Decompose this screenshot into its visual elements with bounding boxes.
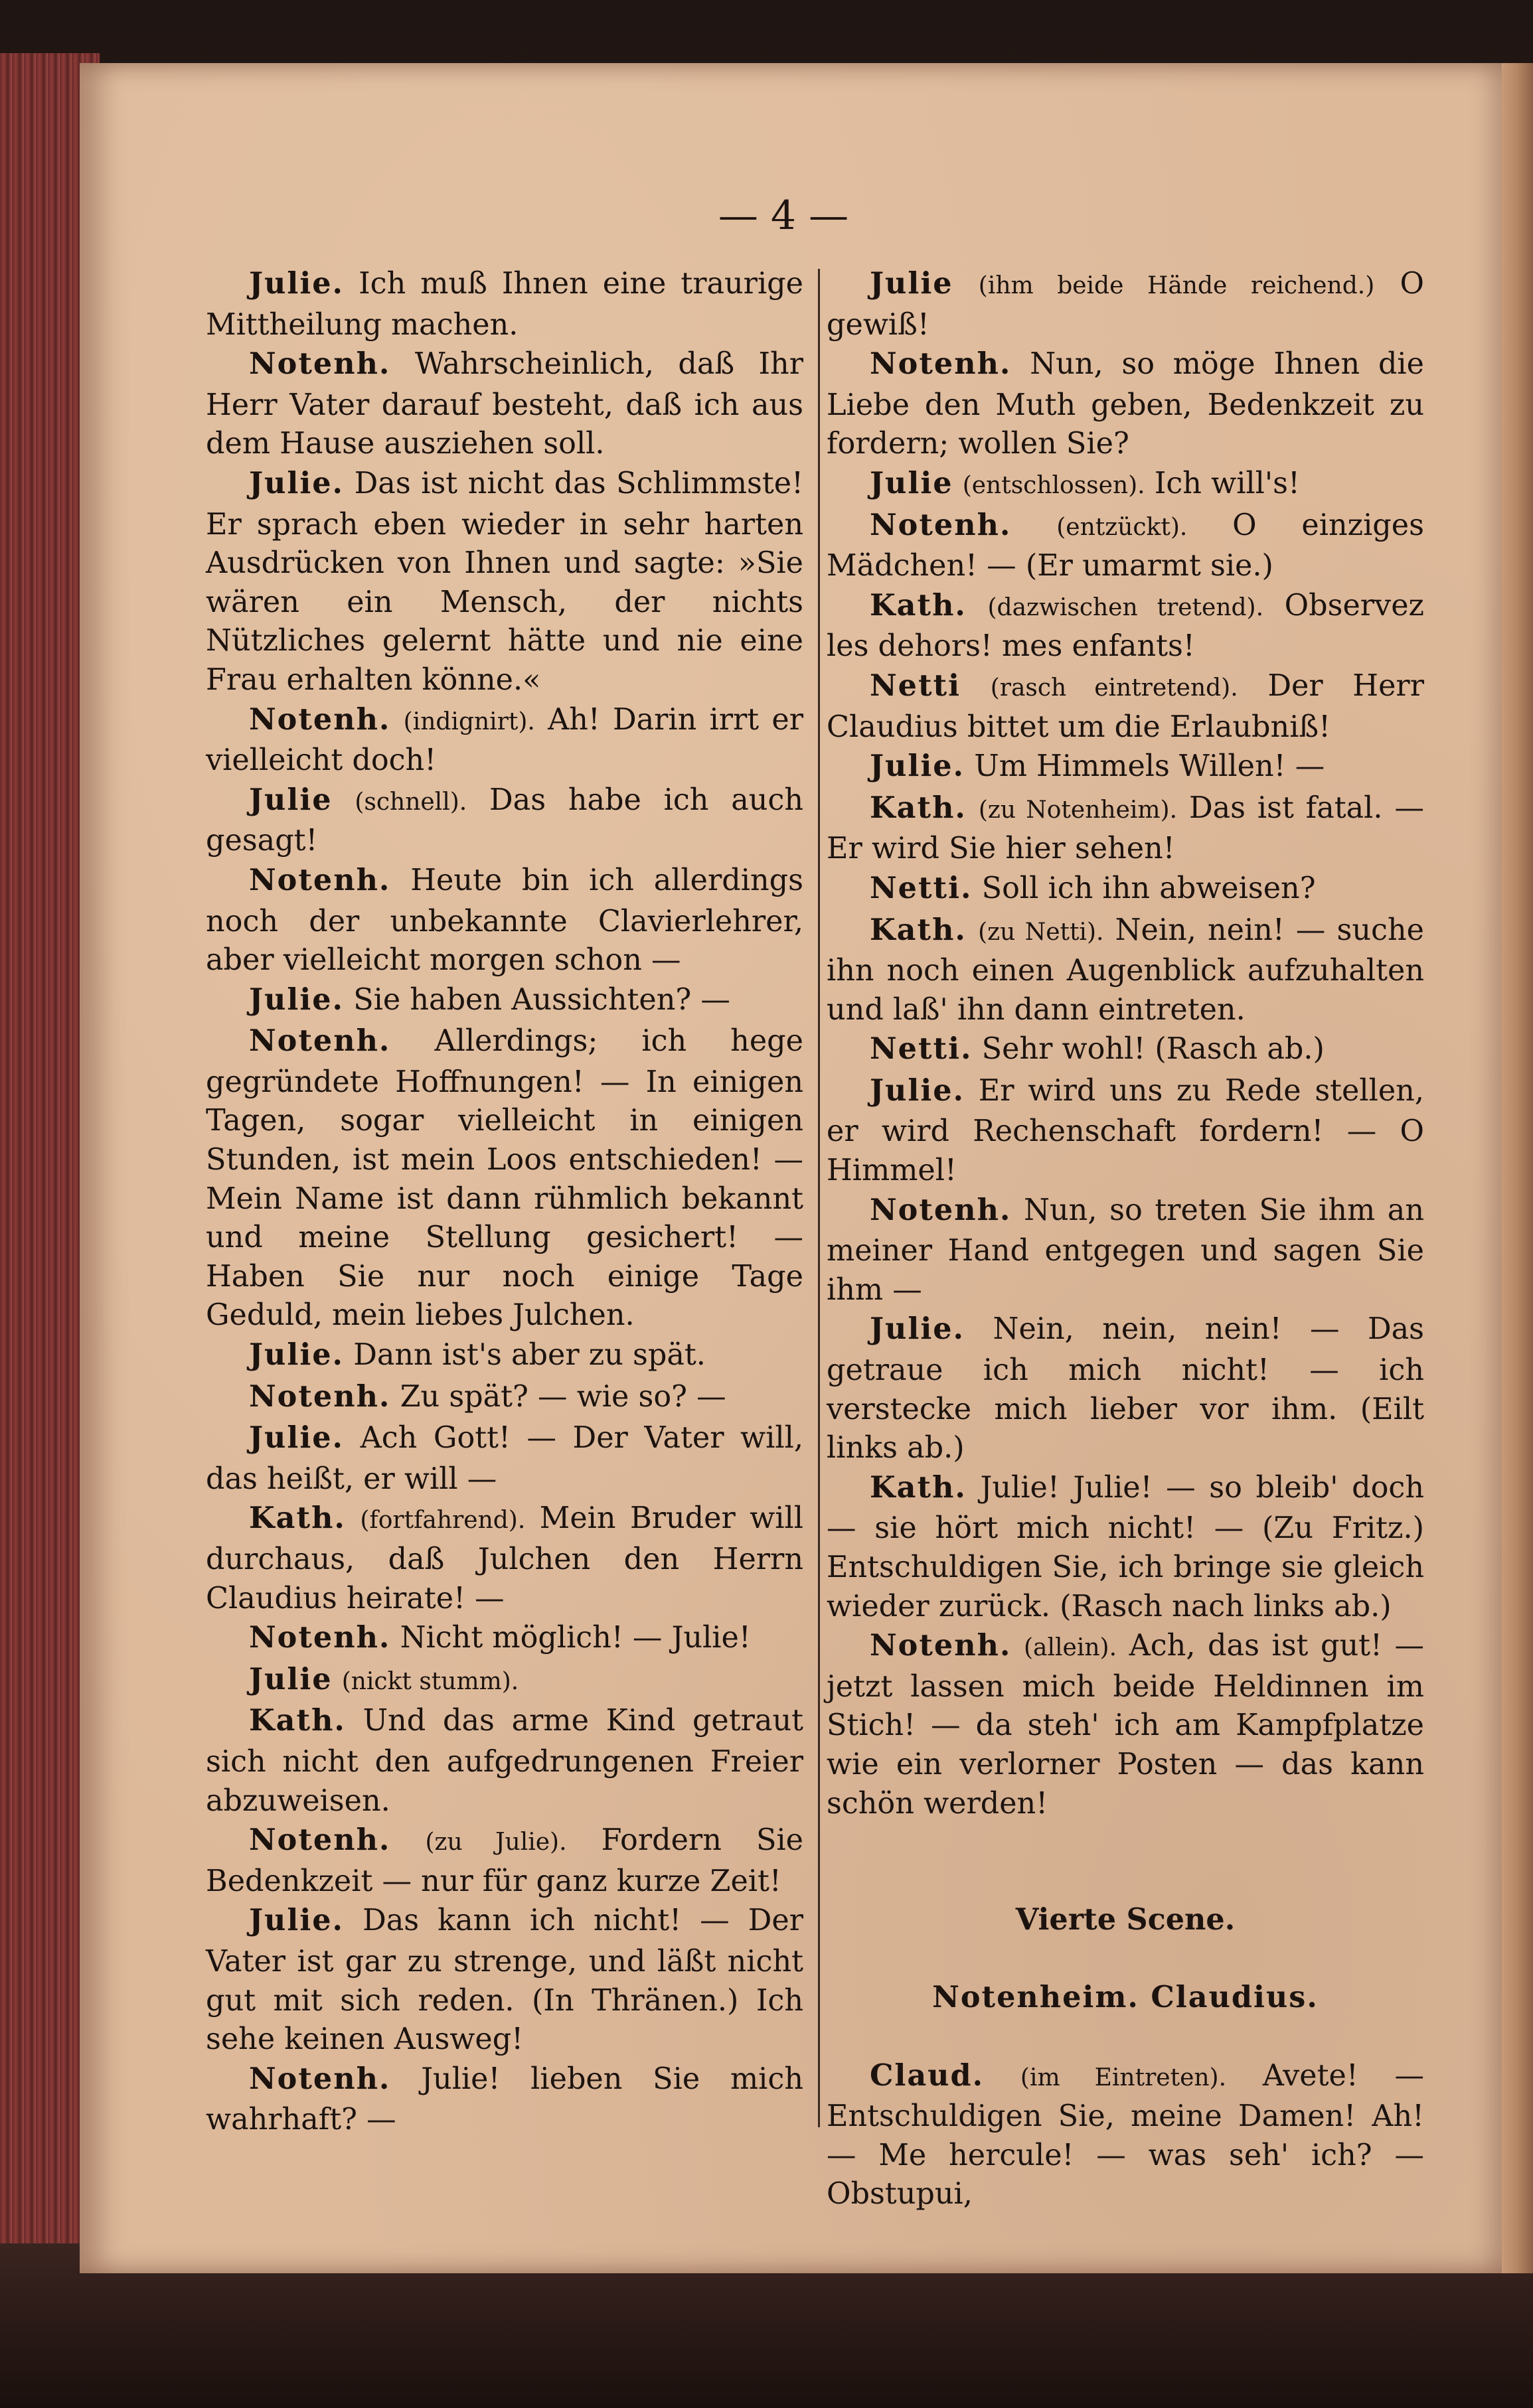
speaker-name: Notenh. bbox=[870, 346, 1012, 382]
dialogue-line bbox=[206, 1901, 803, 2059]
speaker-name: Notenh. bbox=[249, 1620, 391, 1655]
dialogue-line bbox=[206, 861, 803, 980]
dialogue-line bbox=[206, 1418, 803, 1499]
dialogue-line bbox=[827, 1468, 1424, 1626]
speaker-name: Julie bbox=[249, 782, 333, 817]
dialogue-line bbox=[827, 1029, 1424, 1071]
dialogue-line bbox=[827, 1626, 1424, 1823]
dialogue-line bbox=[206, 980, 803, 1022]
dialogue-line bbox=[827, 1191, 1424, 1310]
left-column bbox=[206, 264, 803, 2140]
speaker-name: Notenh. bbox=[249, 1379, 391, 1414]
speech-text: Er wird uns zu Rede stellen, er wird Rechenschaft fordern! — O Himmel! bbox=[827, 1073, 1424, 1188]
dialogue-line bbox=[827, 464, 1424, 506]
right-column bbox=[827, 264, 1424, 2214]
speech-text: Nun, so möge Ihnen die Liebe den Muth geben, Bedenkzeit zu fordern; wollen Sie? bbox=[827, 347, 1424, 461]
speech-text: Ah! Darin irrt er vielleicht doch! bbox=[206, 702, 803, 778]
speaker-name: Julie bbox=[249, 1661, 333, 1696]
dialogue-line bbox=[827, 1071, 1424, 1191]
speech-text: Mein Bruder will durchaus, daß Julchen den Herrn Claudius heirate! — bbox=[206, 1501, 803, 1616]
speech-text: Observez les dehors! mes enfants! bbox=[827, 588, 1424, 664]
speech-text: Ach, das ist gut! — jetzt lassen mich beide Heldinnen im Stich! — da steh' ich am Kampfplatze wie ein verlorner Posten — das kann schön werden! bbox=[827, 1629, 1424, 1821]
speech-text: Der Herr Claudius bittet um die Erlaubniß! bbox=[827, 668, 1424, 744]
speaker-name: Notenh. bbox=[249, 1023, 391, 1059]
stage-direction: (fortfahrend). bbox=[360, 1507, 526, 1535]
speech-text: Das kann ich nicht! — Der Vater ist gar zu strenge, und läßt nicht gut mit sich reden. (In Thränen.) Ich sehe keinen Ausweg! bbox=[206, 1904, 803, 2057]
dialogue-line bbox=[827, 2056, 1424, 2214]
dialogue-line bbox=[206, 1618, 803, 1660]
dialogue-line bbox=[206, 344, 803, 464]
dialogue-line bbox=[206, 1660, 803, 1702]
speaker-name: Julie. bbox=[249, 1337, 345, 1373]
speech-text: Das habe ich auch gesagt! bbox=[206, 783, 803, 858]
speaker-name: Julie. bbox=[249, 266, 345, 301]
stage-direction: (indignirt). bbox=[403, 708, 535, 735]
stage-direction: (nickt stumm). bbox=[341, 1667, 519, 1695]
stage-direction: (zu Notenheim). bbox=[978, 796, 1178, 824]
speech-text: Nein, nein! — suche ihn noch einen Augenblick aufzuhalten und laß' ihn dann eintreten. bbox=[827, 913, 1424, 1027]
speech-text: Allerdings; ich hege gegründete Hoffnungen! — In einigen Tagen, sogar vielleicht in einigen Stunden, ist mein Loos entschieden! — Mein Name ist dann rühmlich bekannt und meine Stellung gesichert! — Haben Sie nur noch einige Tage Geduld, mein liebes Julchen. bbox=[206, 1024, 803, 1333]
dialogue-line bbox=[827, 911, 1424, 1030]
speech-text: Sie haben Aussichten? — bbox=[353, 982, 730, 1017]
right-column-dialogue bbox=[827, 264, 1424, 1823]
right-column-dialogue-after-scene bbox=[827, 2056, 1424, 2214]
speech-text: Um Himmels Willen! — bbox=[974, 749, 1325, 784]
dialogue-line bbox=[206, 781, 803, 861]
speaker-name: Notenh. bbox=[249, 2061, 391, 2096]
column-divider bbox=[818, 269, 820, 2127]
speech-text: Nicht möglich! — Julie! bbox=[400, 1621, 751, 1655]
stage-direction: (ihm beide Hände reichend.) bbox=[978, 272, 1375, 299]
speech-text: Julie! Julie! — so bleib' doch — sie hört mich nicht! — (Zu Fritz.) Entschuldigen Sie, ich bringe sie gleich wieder zurück. (Rasch nach links ab.) bbox=[827, 1470, 1424, 1623]
speaker-name: Julie. bbox=[870, 749, 965, 784]
speaker-name: Kath. bbox=[870, 1469, 967, 1505]
stage-direction: (rasch eintretend). bbox=[990, 674, 1238, 702]
speech-text: Ich muß Ihnen eine traurige Mittheilung machen. bbox=[206, 267, 803, 342]
left-column-dialogue bbox=[206, 264, 803, 2140]
stage-direction: (schnell). bbox=[355, 788, 467, 816]
speech-text: Fordern Sie Bedenkzeit — nur für ganz kurze Zeit! bbox=[206, 1823, 803, 1898]
speech-text: Soll ich ihn abweisen? bbox=[981, 871, 1316, 905]
speech-text: Das ist fatal. — Er wird Sie hier sehen! bbox=[827, 790, 1424, 866]
speaker-name: Kath. bbox=[870, 587, 967, 623]
speech-text: O gewiß! bbox=[827, 267, 1425, 342]
page-right-edge bbox=[1502, 63, 1533, 2273]
stage-direction: (allein). bbox=[1024, 1634, 1117, 1662]
speech-text: Wahrscheinlich, daß Ihr Herr Vater darauf besteht, daß ich aus dem Hause ausziehen soll. bbox=[206, 347, 803, 461]
speaker-name: Notenh. bbox=[870, 1192, 1012, 1227]
dialogue-line bbox=[206, 1021, 803, 1335]
speech-text: Dann ist's aber zu spät. bbox=[353, 1338, 706, 1373]
speaker-name: Notenh. bbox=[249, 702, 391, 737]
speech-text: Nein, nein, nein! — Das getraue ich mich nicht! — ich verstecke mich lieber vor ihm. (Eilt links ab.) bbox=[827, 1312, 1424, 1466]
stage-direction: (im Eintreten). bbox=[1020, 2064, 1227, 2091]
speaker-name: Julie. bbox=[870, 1073, 965, 1108]
speaker-name: Julie. bbox=[249, 982, 345, 1017]
speaker-name: Netti. bbox=[870, 870, 973, 905]
stage-direction: (entzückt). bbox=[1056, 513, 1188, 541]
speech-text: Zu spät? — wie so? — bbox=[400, 1379, 726, 1414]
speaker-name: Kath. bbox=[249, 1703, 346, 1738]
speaker-name: Julie. bbox=[249, 465, 345, 500]
dialogue-line bbox=[827, 1310, 1424, 1467]
stage-direction: (zu Julie). bbox=[425, 1829, 567, 1856]
speaker-name: Kath. bbox=[870, 790, 967, 825]
scene-title: Vierte Scene. bbox=[1015, 1902, 1236, 1937]
speech-text: Nun, so treten Sie ihm an meiner Hand entgegen und sagen Sie ihm — bbox=[827, 1193, 1424, 1307]
speech-text: O einziges Mädchen! — (Er umarmt sie.) bbox=[827, 508, 1424, 583]
dialogue-line bbox=[827, 869, 1424, 911]
dialogue-line bbox=[827, 747, 1424, 789]
speech-text: Sehr wohl! (Rasch ab.) bbox=[981, 1032, 1325, 1067]
speech-text: Das ist nicht das Schlimmste! Er sprach eben wieder in sehr harten Ausdrücken von Ihnen und sagte: »Sie wären ein Mensch, der nichts Nützliches gelernt hätte und nie eine Frau erhalten könne.« bbox=[206, 466, 803, 697]
speaker-name: Julie bbox=[870, 266, 953, 301]
speaker-name: Notenh. bbox=[249, 346, 391, 382]
stage-direction: (zu Netti). bbox=[978, 918, 1104, 946]
dialogue-line bbox=[206, 264, 803, 344]
dialogue-line bbox=[206, 700, 803, 781]
speech-text: Heute bin ich allerdings noch der unbekannte Clavierlehrer, aber vielleicht morgen schon — bbox=[206, 863, 803, 978]
speaker-name: Notenh. bbox=[249, 1823, 391, 1858]
stage-direction: (entschlossen). bbox=[962, 471, 1145, 499]
dialogue-line bbox=[206, 1701, 803, 1821]
speaker-name: Kath. bbox=[870, 912, 967, 947]
speaker-name: Notenh. bbox=[870, 507, 1012, 542]
dialogue-line bbox=[827, 344, 1424, 464]
speaker-name: Netti bbox=[870, 668, 961, 703]
speech-text: Avete! — Entschuldigen Sie, meine Damen! Ah! — Me hercule! — was seh' ich? — Obstupui, bbox=[827, 2058, 1424, 2212]
speech-text: Julie! lieben Sie mich wahrhaft? — bbox=[206, 2062, 803, 2137]
speaker-name: Julie bbox=[870, 465, 953, 500]
dialogue-line bbox=[827, 789, 1424, 869]
speaker-name: Netti. bbox=[870, 1031, 973, 1067]
page-number: — 4 — bbox=[718, 192, 849, 239]
speech-text: Ach Gott! — Der Vater will, das heißt, er will — bbox=[206, 1421, 803, 1496]
dialogue-line bbox=[827, 666, 1424, 747]
speech-text: Ich will's! bbox=[1154, 466, 1300, 500]
speaker-name: Claud. bbox=[870, 2058, 985, 2093]
dialogue-line bbox=[206, 2060, 803, 2140]
dialogue-line bbox=[206, 1377, 803, 1419]
dialogue-line bbox=[206, 1335, 803, 1377]
speech-text: Und das arme Kind getraut sich nicht den aufgedrungenen Freier abzuweisen. bbox=[206, 1704, 803, 1818]
speaker-name: Julie. bbox=[249, 1903, 345, 1938]
speaker-name: Julie. bbox=[249, 1420, 345, 1456]
speaker-name: Notenh. bbox=[870, 1628, 1012, 1663]
dialogue-line bbox=[206, 1499, 803, 1618]
speaker-name: Notenh. bbox=[249, 862, 391, 897]
dialogue-line bbox=[206, 1821, 803, 1901]
dialogue-line bbox=[827, 264, 1424, 344]
dialogue-line bbox=[827, 586, 1424, 666]
dialogue-line bbox=[206, 464, 803, 700]
speaker-name: Julie. bbox=[870, 1312, 965, 1347]
stage-direction: (dazwischen tretend). bbox=[987, 593, 1264, 621]
speaker-name: Kath. bbox=[249, 1501, 346, 1536]
dialogue-line bbox=[827, 506, 1424, 586]
scene-cast: Notenheim. Claudius. bbox=[932, 1980, 1319, 2015]
